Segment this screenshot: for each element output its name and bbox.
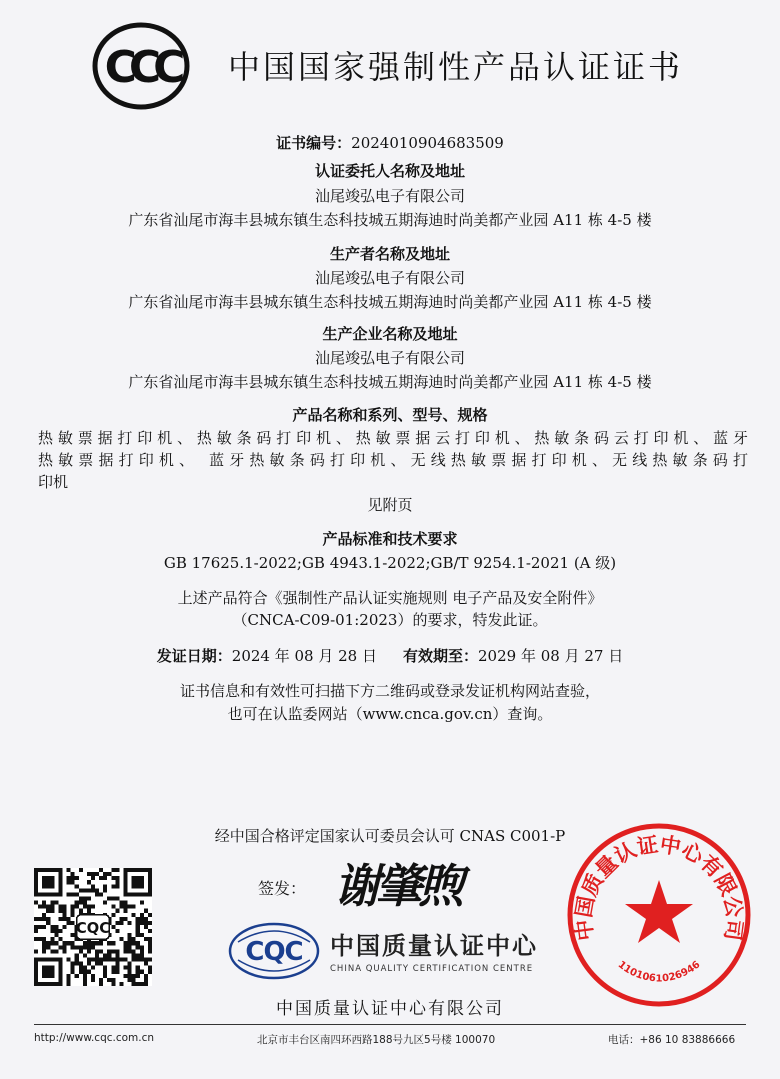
seal-number: 1101061026946 [615, 959, 703, 985]
seal-text: 中国质量认证中心有限公司 [571, 832, 747, 942]
certificate-title: 中国国家强制性产品认证证书 [228, 48, 684, 86]
standards-heading: 产品标准和技术要求 [322, 530, 458, 548]
cqc-logo-text: CQC [245, 937, 303, 967]
signature-image [328, 848, 496, 916]
signature-text: 谢肇煦 [334, 859, 460, 913]
issue-date-value: 2024 年 08 月 28 日 [231, 647, 377, 665]
manufacturer-name: 汕尾竣弘电子有限公司 [314, 269, 465, 287]
signature-label: 签发： [258, 879, 307, 898]
footer-phone: 电话：+86 10 83886666 [608, 1034, 736, 1046]
see-attached: 见附页 [367, 496, 413, 514]
footer-divider [34, 1024, 746, 1025]
product-heading: 产品名称和系列、型号、规格 [292, 406, 488, 424]
seal-star-icon [625, 880, 693, 943]
cert-number-row [0, 132, 780, 153]
factory-heading: 生产企业名称及地址 [322, 325, 458, 343]
applicant-address: 广东省汕尾市海丰县城东镇生态科技城五期海迪时尚美都产业园 A11 栋 4-5 楼 [128, 211, 652, 229]
applicant-name: 汕尾竣弘电子有限公司 [314, 187, 465, 205]
cert-number-value: 2024010904683509 [351, 134, 504, 152]
factory-address: 广东省汕尾市海丰县城东镇生态科技城五期海迪时尚美都产业园 A11 栋 4-5 楼 [128, 373, 652, 391]
cqc-name-cn: 中国质量认证中心 [330, 932, 538, 960]
issue-date-label: 发证日期： [156, 647, 232, 665]
verify-line-2: 也可在认监委网站（www.cnca.gov.cn）查询。 [227, 705, 553, 723]
standards-value: GB 17625.1-2022;GB 4943.1-2022;GB/T 9254.1-2021 (A 级) [163, 554, 617, 572]
cqc-logo [228, 922, 320, 980]
svg-text:1101061026946 [616, 959, 703, 984]
qr-code[interactable] [34, 868, 152, 986]
expiry-date-value: 2029 年 08 月 27 日 [478, 647, 624, 665]
accreditation-text: 经中国合格评定国家认可委员会认可 CNAS C001-P [214, 827, 566, 845]
manufacturer-address: 广东省汕尾市海丰县城东镇生态科技城五期海迪时尚美都产业园 A11 栋 4-5 楼 [128, 293, 652, 311]
footer-address: 北京市丰台区南四环西路188号九区5号楼 100070 [257, 1034, 496, 1046]
conformity-line-2: （CNCA-C09-01:2023）的要求，特发此证。 [232, 611, 548, 629]
footer-website[interactable]: http://www.cqc.com.cn [34, 1032, 155, 1044]
issuer-company: 中国质量认证中心有限公司 [276, 999, 504, 1019]
cqc-name-en: CHINA QUALITY CERTIFICATION CENTRE [330, 964, 534, 974]
ccc-logo [92, 22, 190, 110]
conformity-line-1: 上述产品符合《强制性产品认证实施规则 电子产品及安全附件》 [177, 589, 603, 607]
dates-row [0, 645, 780, 666]
product-line-3: 印机 [38, 473, 69, 491]
manufacturer-heading: 生产者名称及地址 [329, 245, 450, 263]
ccc-logo-text: CCC [104, 42, 178, 93]
product-line-1: 热敏票据打印机、热敏条码打印机、热敏票据云打印机、热敏条码云打印机、蓝牙 [38, 429, 748, 447]
product-line-2: 热敏票据打印机、 蓝牙热敏条码打印机、无线热敏票据打印机、无线热敏条码打 [38, 451, 748, 469]
factory-name: 汕尾竣弘电子有限公司 [314, 349, 465, 367]
applicant-heading: 认证委托人名称及地址 [314, 162, 465, 180]
expiry-date-label: 有效期至： [403, 647, 479, 665]
official-seal [566, 822, 752, 1008]
cert-number-label: 证书编号： [276, 134, 352, 152]
verify-line-1: 证书信息和有效性可扫描下方二维码或登录发证机构网站查验， [179, 682, 600, 700]
qr-center-logo-text: CQC [76, 920, 110, 938]
